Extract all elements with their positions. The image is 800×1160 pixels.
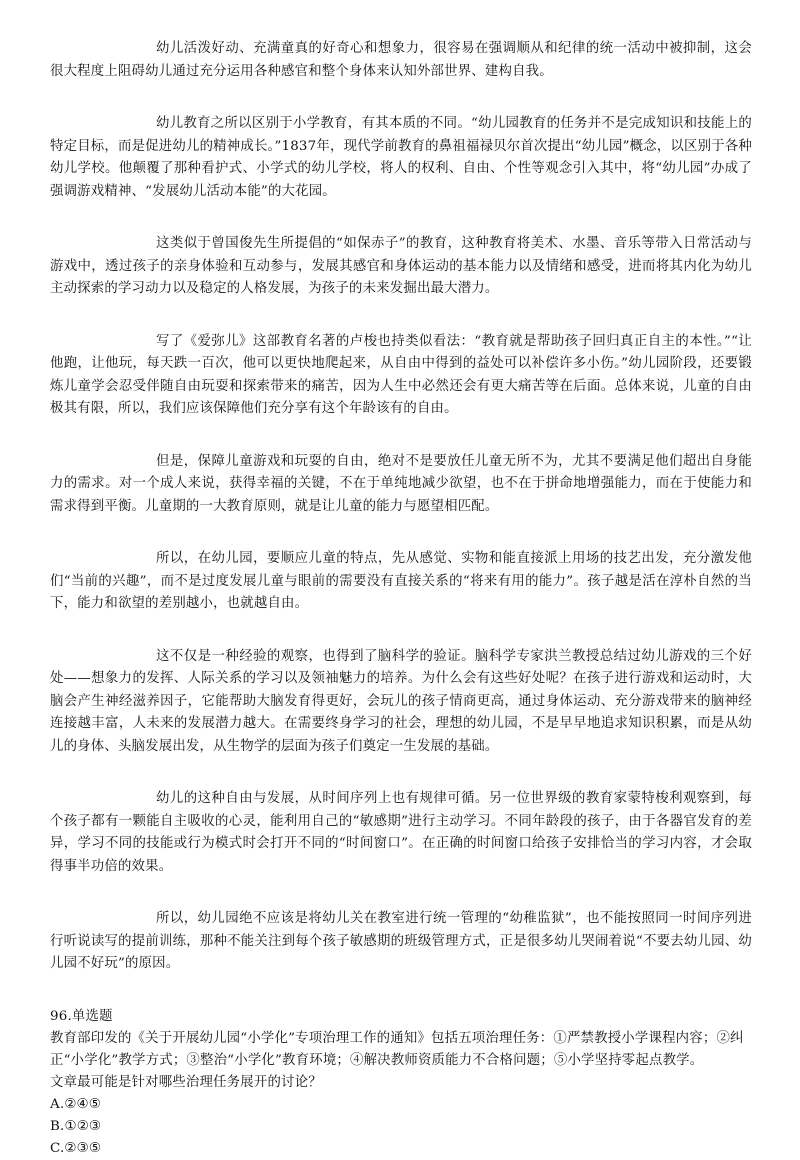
paragraph-3: 这类似于曾国俊先生所提倡的“如保赤子”的教育，这种教育将美术、水墨、音乐等带入日常活动与游戏中，透过孩子的亲身体验和互动参与，发展其感官和身体运动的基本能力以及情绪和感受，进而将其内化为幼儿主动探索的学习动力以及稳定的人格发展，为孩子的未来发掘出最大潜力。 [50, 236, 752, 296]
paragraph-2: 幼儿教育之所以区别于小学教育，有其本质的不同。“幼儿园教育的任务并不是完成知识和技能上的特定目标，而是促进幼儿的精神成长。”1837年，现代学前教育的鼻祖福禄贝尔首次提出“幼儿园”概念，以区别于各种幼儿学校。他颠覆了那种看护式、小学式的幼儿学校，将人的权利、自由、个性等观念引入其中，将“幼儿园”办成了强调游戏精神、“发展幼儿活动本能”的大花园。 [50, 116, 752, 199]
option-a[interactable]: A.②④⑤ [50, 1096, 101, 1112]
option-c[interactable]: C.②③⑤ [50, 1140, 102, 1156]
question-stem: 教育部印发的《关于开展幼儿园“小学化”专项治理工作的通知》包括五项治理任务：①严禁教授小学课程内容；②纠正“小学化”教学方式；③整治“小学化”教育环境；④解决教师资质能力不合格问题；⑤小学坚持零起点教学。 [50, 1030, 744, 1068]
option-b[interactable]: B.①②③ [50, 1118, 102, 1134]
paragraph-6: 所以，在幼儿园，要顺应儿童的特点，先从感觉、实物和能直接派上用场的技艺出发，充分激发他们“当前的兴趣”，而不是过度发展儿童与眼前的需要没有直接关系的“将来有用的能力”。孩子越是活在淳朴自然的当下，能力和欲望的差别越小，也就越自由。 [50, 551, 752, 611]
question-prompt: 文章最可能是针对哪些治理任务展开的讨论？ [50, 1074, 322, 1090]
paragraph-9: 所以，幼儿园绝不应该是将幼儿关在教室进行统一管理的“幼稚监狱”，也不能按照同一时间序列进行听说读写的提前训练，那种不能关注到每个孩子敏感期的班级管理方式，正是很多幼儿哭闹着说“不要去幼儿园、幼儿园不好玩”的原因。 [50, 911, 752, 971]
question-number-type: 96.单选题 [50, 1008, 113, 1024]
article [50, 38, 752, 976]
paragraph-1: 幼儿活泼好动、充满童真的好奇心和想象力，很容易在强调顺从和纪律的统一活动中被抑制，这会很大程度上阻碍幼儿通过充分运用各种感官和整个身体来认知外部世界、建构自我。 [50, 41, 752, 79]
paragraph-5: 但是，保障儿童游戏和玩耍的自由，绝对不是要放任儿童无所不为，尤其不要满足他们超出自身能力的需求。对一个成人来说，获得幸福的关键，不在于单纯地减少欲望，也不在于拼命地增强能力，而在于使能力和需求得到平衡。儿童期的一大教育原则，就是让儿童的能力与愿望相匹配。 [50, 453, 752, 514]
question-block [50, 1006, 752, 1160]
paragraph-7: 这不仅是一种经验的观察，也得到了脑科学的验证。脑科学专家洪兰教授总结过幼儿游戏的三个好处——想象力的发挥、人际关系的学习以及领袖魅力的培养。为什么会有这些好处呢？在孩子进行游戏和运动时，大脑会产生神经滋养因子，它能帮助大脑发育得更好，会玩儿的孩子情商更高，通过身体运动、充分游戏带来的脑神经连接越丰富，人未来的发展潜力越大。在需要终身学习的社会，理想的幼儿园，不是早早地追求知识积累，而是从幼儿的身体、头脑发展出发，从生物学的层面为孩子们奠定一生发展的基础。 [50, 648, 752, 754]
paragraph-4: 写了《爱弥儿》这部教育名著的卢梭也持类似看法：“教育就是帮助孩子回归真正自主的本性。”“让他跑，让他玩，每天跌一百次，他可以更快地爬起来，从自由中得到的益处可以补偿许多小伤。”幼儿园阶段，还要锻炼儿童学会忍受伴随自由玩耍和探索带来的痛苦，因为人生中必然还会有更大痛苦等在后面。总体来说，儿童的自由极其有限，所以，我们应该保障他们充分享有这个年龄该有的自由。 [50, 333, 752, 416]
paragraph-8: 幼儿的这种自由与发展，从时间序列上也有规律可循。另一位世界级的教育家蒙特梭利观察到，每个孩子都有一颗能自主吸收的心灵，能利用自己的“敏感期”进行主动学习。不同年龄段的孩子，由于各器官发育的差异，学习不同的技能或行为模式时会打开不同的“时间窗口”。在正确的时间窗口给孩子安排恰当的学习内容，才会取得事半功倍的效果。 [50, 791, 752, 874]
